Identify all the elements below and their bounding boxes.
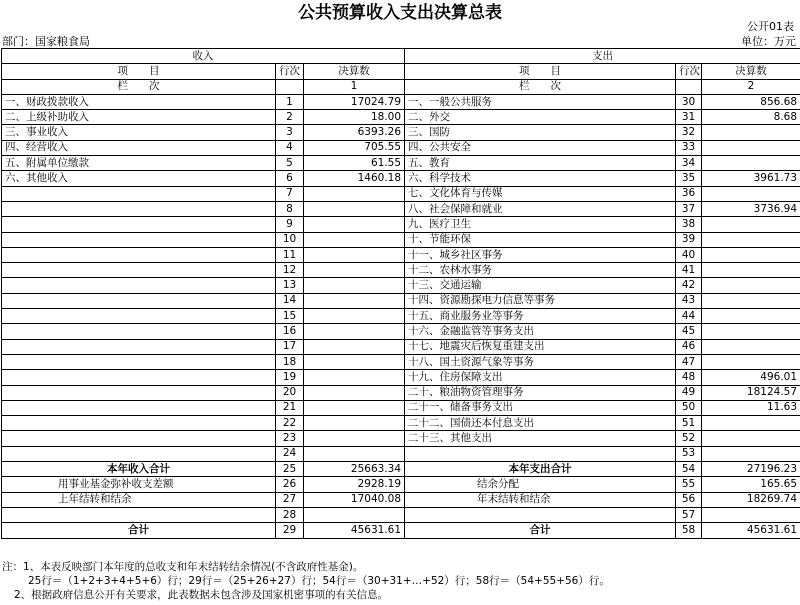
expense-item: 十六、金融监管等事务支出 [405, 324, 676, 339]
expense-amount [702, 446, 800, 461]
income-row-no: 12 [276, 263, 304, 278]
expense-amount: 856.68 [702, 94, 800, 109]
expense-item: 四、公共安全 [405, 140, 676, 155]
income-amount: 6393.26 [304, 125, 405, 140]
expense-amount: 27196.23 [702, 462, 800, 477]
income-summary-item [2, 507, 276, 522]
section-header-row [2, 49, 800, 64]
expense-row-no: 48 [676, 370, 702, 385]
expense-header: 支出 [405, 49, 800, 64]
expense-row-no: 34 [676, 156, 702, 171]
summary-row [2, 492, 800, 507]
income-row-no: 8 [276, 201, 304, 216]
expense-row-no: 36 [676, 186, 702, 201]
income-row-no: 20 [276, 385, 304, 400]
page-title: 公共预算收入支出决算总表 [298, 3, 502, 23]
table-row [2, 217, 800, 232]
income-item [2, 416, 276, 431]
expense-amount [702, 339, 800, 354]
income-row-no: 10 [276, 232, 304, 247]
income-amount: 1460.18 [304, 171, 405, 186]
income-amount [304, 278, 405, 293]
table-row [2, 94, 800, 109]
income-row-no: 23 [276, 431, 304, 446]
income-item: 一、财政拨款收入 [2, 94, 276, 109]
expense-amount-header: 决算数 [702, 64, 800, 79]
income-amount [304, 446, 405, 461]
table-row [2, 339, 800, 354]
income-summary-item: 合计 [2, 523, 276, 538]
income-row-no: 4 [276, 140, 304, 155]
income-item [2, 400, 276, 415]
note-2: 2、根据政府信息公开有关要求，此表数据未包含涉及国家机密事项的有关信息。 [14, 589, 389, 601]
income-row-no: 3 [276, 125, 304, 140]
expense-item-header: 项 目 [405, 64, 676, 79]
expense-summary-item: 结余分配 [405, 477, 676, 492]
income-row-no: 2 [276, 110, 304, 125]
expense-item: 三、国防 [405, 125, 676, 140]
income-row-no: 25 [276, 462, 304, 477]
income-summary-item: 本年收入合计 [2, 462, 276, 477]
income-amount [304, 354, 405, 369]
expense-amount [702, 140, 800, 155]
income-row-no: 26 [276, 477, 304, 492]
income-item [2, 431, 276, 446]
income-column-label: 栏 次 [2, 79, 276, 94]
column-index-row [2, 79, 800, 94]
table-row [2, 232, 800, 247]
income-row-no: 15 [276, 309, 304, 324]
expense-row-no: 35 [676, 171, 702, 186]
table-row [2, 263, 800, 278]
income-summary-item: 用事业基金弥补收支差额 [2, 477, 276, 492]
income-amount [304, 370, 405, 385]
income-amount [304, 385, 405, 400]
expense-row-no: 42 [676, 278, 702, 293]
expense-item: 二十二、国债还本付息支出 [405, 416, 676, 431]
summary-row [2, 523, 800, 538]
expense-rowno-header: 行次 [676, 64, 702, 79]
expense-row-no: 39 [676, 232, 702, 247]
income-column-blank [276, 79, 304, 94]
expense-amount [702, 416, 800, 431]
expense-row-no: 53 [676, 446, 702, 461]
income-amount [304, 400, 405, 415]
expense-row-no: 43 [676, 293, 702, 308]
income-row-no: 21 [276, 400, 304, 415]
expense-item: 二十一、储备事务支出 [405, 400, 676, 415]
expense-row-no: 54 [676, 462, 702, 477]
income-item [2, 309, 276, 324]
income-amount [304, 186, 405, 201]
expense-amount [702, 247, 800, 262]
table-row [2, 278, 800, 293]
income-row-no: 19 [276, 370, 304, 385]
income-amount [304, 293, 405, 308]
summary-row [2, 477, 800, 492]
table-code: 公开01表 [747, 20, 794, 33]
income-row-no: 17 [276, 339, 304, 354]
budget-table [1, 48, 800, 539]
expense-item: 二、外交 [405, 110, 676, 125]
expense-amount [702, 309, 800, 324]
income-amount [304, 416, 405, 431]
table-row [2, 446, 800, 461]
income-amount [304, 247, 405, 262]
expense-column-index: 2 [702, 79, 800, 94]
expense-column-blank [676, 79, 702, 94]
income-item: 四、经营收入 [2, 140, 276, 155]
expense-row-no: 56 [676, 492, 702, 507]
income-amount [304, 309, 405, 324]
department-label: 部门：国家粮食局 [2, 35, 90, 48]
income-item [2, 217, 276, 232]
table-row [2, 201, 800, 216]
income-item: 三、事业收入 [2, 125, 276, 140]
column-header-row [2, 64, 800, 79]
expense-row-no: 49 [676, 385, 702, 400]
income-item [2, 263, 276, 278]
expense-item: 十、节能环保 [405, 232, 676, 247]
table-row [2, 385, 800, 400]
expense-row-no: 32 [676, 125, 702, 140]
expense-item: 十三、交通运输 [405, 278, 676, 293]
income-row-no: 1 [276, 94, 304, 109]
expense-amount: 18269.74 [702, 492, 800, 507]
notes [2, 560, 610, 602]
income-item: 五、附属单位缴款 [2, 156, 276, 171]
income-item [2, 293, 276, 308]
table-row [2, 171, 800, 186]
income-amount: 18.00 [304, 110, 405, 125]
income-amount: 61.55 [304, 156, 405, 171]
table-row [2, 431, 800, 446]
income-row-no: 7 [276, 186, 304, 201]
expense-item: 一、一般公共服务 [405, 94, 676, 109]
table-row [2, 400, 800, 415]
expense-item: 十七、地震灾后恢复重建支出 [405, 339, 676, 354]
table-row [2, 125, 800, 140]
expense-amount [702, 186, 800, 201]
expense-amount: 11.63 [702, 400, 800, 415]
expense-row-no: 58 [676, 523, 702, 538]
expense-item: 八、社会保障和就业 [405, 201, 676, 216]
income-item [2, 370, 276, 385]
expense-amount: 496.01 [702, 370, 800, 385]
expense-row-no: 41 [676, 263, 702, 278]
income-row-no: 27 [276, 492, 304, 507]
income-row-no: 18 [276, 354, 304, 369]
expense-amount: 8.68 [702, 110, 800, 125]
expense-amount: 3961.73 [702, 171, 800, 186]
expense-row-no: 52 [676, 431, 702, 446]
expense-row-no: 33 [676, 140, 702, 155]
table-row [2, 156, 800, 171]
expense-item: 七、文化体育与传媒 [405, 186, 676, 201]
income-amount [304, 232, 405, 247]
income-amount [304, 339, 405, 354]
income-row-no: 28 [276, 507, 304, 522]
expense-row-no: 30 [676, 94, 702, 109]
income-row-no: 22 [276, 416, 304, 431]
income-row-no: 11 [276, 247, 304, 262]
expense-amount [702, 278, 800, 293]
note-formula: 25行＝（1+2+3+4+5+6）行；29行＝（25+26+27）行；54行＝（30+31+…+52）行；58行＝（54+55+56）行。 [28, 575, 610, 587]
income-item-header: 项 目 [2, 64, 276, 79]
unit-label: 单位：万元 [741, 35, 796, 48]
expense-column-label: 栏 次 [405, 79, 676, 94]
expense-item: 六、科学技术 [405, 171, 676, 186]
table-row [2, 354, 800, 369]
expense-row-no: 51 [676, 416, 702, 431]
expense-amount: 3736.94 [702, 201, 800, 216]
income-row-no: 14 [276, 293, 304, 308]
table-row [2, 370, 800, 385]
income-item [2, 278, 276, 293]
income-row-no: 16 [276, 324, 304, 339]
expense-item: 九、医疗卫生 [405, 217, 676, 232]
income-amount [304, 217, 405, 232]
income-row-no: 29 [276, 523, 304, 538]
expense-row-no: 45 [676, 324, 702, 339]
expense-item: 十五、商业服务业等事务 [405, 309, 676, 324]
expense-item: 二十三、其他支出 [405, 431, 676, 446]
expense-amount: 165.65 [702, 477, 800, 492]
expense-amount [702, 232, 800, 247]
expense-amount: 18124.57 [702, 385, 800, 400]
expense-row-no: 50 [676, 400, 702, 415]
expense-item: 十一、城乡社区事务 [405, 247, 676, 262]
expense-amount [702, 263, 800, 278]
income-amount: 17040.08 [304, 492, 405, 507]
expense-row-no: 38 [676, 217, 702, 232]
expense-item: 十二、农林水事务 [405, 263, 676, 278]
table-row [2, 416, 800, 431]
expense-row-no: 47 [676, 354, 702, 369]
income-row-no: 5 [276, 156, 304, 171]
income-rowno-header: 行次 [276, 64, 304, 79]
income-item [2, 232, 276, 247]
income-item [2, 446, 276, 461]
income-amount [304, 263, 405, 278]
table-row [2, 324, 800, 339]
expense-item: 十四、资源勘探电力信息等事务 [405, 293, 676, 308]
expense-summary-item: 合计 [405, 523, 676, 538]
expense-row-no: 44 [676, 309, 702, 324]
expense-row-no: 31 [676, 110, 702, 125]
income-row-no: 9 [276, 217, 304, 232]
income-amount: 25663.34 [304, 462, 405, 477]
table-row [2, 309, 800, 324]
expense-amount [702, 156, 800, 171]
expense-amount [702, 507, 800, 522]
income-amount: 17024.79 [304, 94, 405, 109]
table-row [2, 140, 800, 155]
income-summary-item: 上年结转和结余 [2, 492, 276, 507]
table-row [2, 247, 800, 262]
income-amount: 45631.61 [304, 523, 405, 538]
table-body [2, 94, 800, 538]
income-amount [304, 431, 405, 446]
income-column-index: 1 [304, 79, 405, 94]
table-row [2, 293, 800, 308]
expense-item: 十八、国土资源气象等事务 [405, 354, 676, 369]
expense-amount: 45631.61 [702, 523, 800, 538]
expense-amount [702, 293, 800, 308]
expense-amount [702, 354, 800, 369]
summary-row [2, 462, 800, 477]
income-item [2, 339, 276, 354]
income-amount [304, 507, 405, 522]
expense-row-no: 55 [676, 477, 702, 492]
expense-row-no: 37 [676, 201, 702, 216]
expense-row-no: 40 [676, 247, 702, 262]
income-amount: 705.55 [304, 140, 405, 155]
income-item [2, 247, 276, 262]
expense-item: 二十、粮油物资管理事务 [405, 385, 676, 400]
expense-amount [702, 125, 800, 140]
expense-item: 十九、住房保障支出 [405, 370, 676, 385]
expense-summary-item [405, 507, 676, 522]
income-item [2, 354, 276, 369]
expense-row-no: 57 [676, 507, 702, 522]
income-item [2, 186, 276, 201]
income-row-no: 24 [276, 446, 304, 461]
note-1: 注：1、本表反映部门本年度的总收支和年末结转结余情况(不含政府性基金)。 [2, 561, 364, 573]
expense-row-no: 46 [676, 339, 702, 354]
expense-amount [702, 217, 800, 232]
expense-summary-item: 年末结转和结余 [405, 492, 676, 507]
income-item [2, 324, 276, 339]
income-item: 二、上级补助收入 [2, 110, 276, 125]
income-row-no: 6 [276, 171, 304, 186]
expense-amount [702, 431, 800, 446]
expense-summary-item: 本年支出合计 [405, 462, 676, 477]
summary-row [2, 507, 800, 522]
income-amount [304, 201, 405, 216]
income-item [2, 201, 276, 216]
income-amount: 2928.19 [304, 477, 405, 492]
expense-item: 五、教育 [405, 156, 676, 171]
income-row-no: 13 [276, 278, 304, 293]
table-row [2, 110, 800, 125]
income-header: 收入 [2, 49, 405, 64]
expense-item [405, 446, 676, 461]
income-item [2, 385, 276, 400]
table-row [2, 186, 800, 201]
income-amount [304, 324, 405, 339]
expense-amount [702, 324, 800, 339]
income-amount-header: 决算数 [304, 64, 405, 79]
income-item: 六、其他收入 [2, 171, 276, 186]
